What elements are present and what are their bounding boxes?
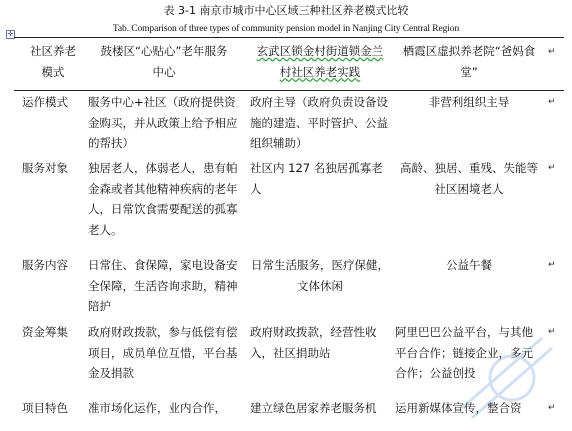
paragraph-mark: ↵ — [548, 163, 556, 173]
table-title-chinese: 表 3-1 南京市城市中心区域三种社区养老模式比较 — [163, 4, 409, 17]
row-col3: 政府财政拨款，经营性收入，社区捐助站 — [250, 325, 377, 360]
row-label: 资金筹集 — [22, 325, 68, 339]
row-col3: 政府主导（政府负责设备设施的建造、平时管护、公益组织辅助） — [250, 95, 388, 150]
row-col4: 运用新媒体宣传，整合资 — [395, 401, 522, 415]
header-col4-line2: 堂” — [460, 64, 478, 79]
header-col3-line2: 村社区养老实践 — [279, 64, 361, 79]
row-col2: 服务中心+社区（政府提供资金购买，并从政策上给予相应的帮扶） — [88, 95, 238, 150]
table-row — [0, 255, 572, 321]
row-col3: 日常生活服务，医疗保健，文体休闲 — [251, 258, 389, 293]
paragraph-mark: ↵ — [548, 47, 556, 57]
table-row — [0, 158, 572, 254]
row-col2: 准市场化运作，业内合作， — [88, 401, 226, 415]
header-col3 — [250, 41, 390, 82]
table-row — [0, 322, 572, 394]
row-label: 运作模式 — [22, 95, 68, 109]
header-col4-line1: 栖霞区虚拟养老院“爸妈食 — [402, 44, 536, 58]
header-col3-line1: 玄武区锁金村街道锁金兰 — [256, 44, 384, 58]
header-col1 — [22, 41, 84, 82]
header-col2-line2: 中心 — [152, 64, 176, 79]
row-label: 服务对象 — [22, 161, 68, 175]
table-header-row — [0, 39, 572, 89]
row-label: 项目特色 — [22, 401, 68, 415]
table-header-rule — [14, 90, 564, 91]
table-move-handle-icon[interactable]: ✛ — [7, 30, 14, 38]
header-col1-line2: 模式 — [41, 64, 65, 79]
row-col4: 阿里巴巴公益平台，与其他平台合作；链接企业，多元合作；公益创投 — [395, 325, 533, 380]
paragraph-mark: ↵ — [548, 260, 556, 270]
table-row — [0, 92, 572, 158]
row-col4: 高龄、独居、重残、失能等社区困境老人 — [400, 161, 538, 196]
paragraph-mark: ↵ — [548, 327, 556, 337]
table-top-rule — [14, 37, 564, 38]
row-col4: 非营利组织主导 — [428, 95, 510, 109]
row-col3: 建立绿色居家养老服务机 — [250, 401, 377, 415]
header-col2-line1: 鼓楼区“心贴心”老年服务 — [100, 44, 228, 58]
header-col2 — [88, 41, 240, 82]
row-col3: 社区内 127 名独居孤寡老人 — [250, 161, 383, 196]
row-label: 服务内容 — [22, 258, 68, 272]
paragraph-mark: ↵ — [548, 403, 556, 413]
table-title-english: Tab. Comparison of three types of community pension model in Nanjing City Central Region — [112, 24, 460, 34]
row-col2: 日常住、食保障，家电设备安全保障，生活咨询求助，精神陪护 — [88, 258, 238, 313]
header-col1-line1: 社区养老 — [30, 44, 76, 58]
table-row — [0, 398, 572, 431]
paragraph-mark: ↵ — [548, 97, 556, 107]
header-col4 — [395, 41, 543, 82]
row-col4: 公益午餐 — [446, 258, 492, 272]
row-col2: 独居老人，体弱老人，患有帕金森或者其他精神疾病的老年人，日常饮食需要配送的孤寡老人。 — [88, 161, 238, 237]
row-col2: 政府财政拨款，参与低偿有偿项目，成员单位互惜，平台基金及捐款 — [88, 325, 238, 380]
